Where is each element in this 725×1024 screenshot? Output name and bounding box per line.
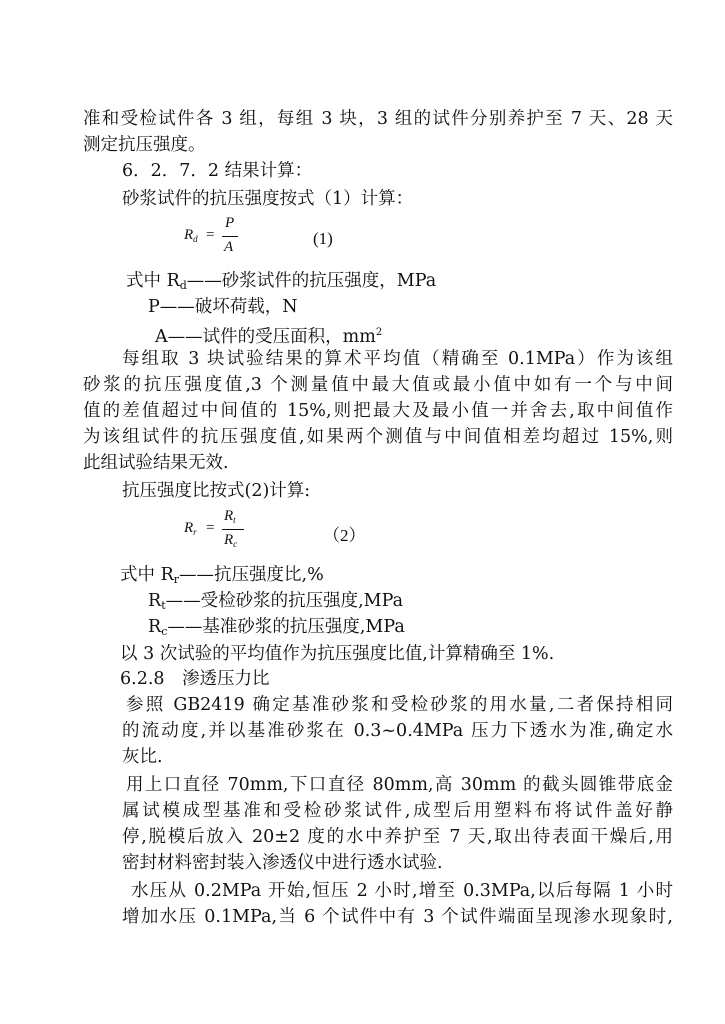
formula-1-lhs: R bbox=[184, 227, 194, 243]
paragraph-line: 测定抗压强度。 bbox=[83, 135, 206, 155]
formula-2-denominator-sub: c bbox=[233, 539, 238, 549]
paragraph-line: 值的差值超过中间值的 15%,则把最大及最小值一并舍去,取中间值作 bbox=[83, 401, 673, 421]
paragraph-line: 此组试验结果无效. bbox=[83, 453, 229, 473]
formula-2-eq: = bbox=[206, 520, 215, 536]
formula-1-label: (1) bbox=[313, 229, 333, 248]
paragraph-line: 砂浆试件的抗压强度按式（1）计算： bbox=[122, 189, 414, 209]
formula-2-fraction-bar bbox=[222, 529, 244, 530]
formula-2-label: （2） bbox=[323, 526, 366, 545]
definition-line: $R_c——$基准砂浆的抗压强度,MPa bbox=[148, 617, 405, 638]
definition-line: 式中 $R_d——$砂浆试件的抗压强度，MPa bbox=[126, 271, 437, 292]
definition-line: 式中 $R_r——$抗压强度比,% bbox=[120, 565, 324, 586]
paragraph-line: 参照 GB2419 确定基准砂浆和受检砂浆的用水量,二者保持相同 bbox=[126, 695, 673, 715]
definition-line: $R_t——$受检砂浆的抗压强度,MPa bbox=[148, 591, 404, 612]
formula-2-lhs: R bbox=[184, 520, 194, 536]
formula-1-numerator: P bbox=[225, 215, 235, 231]
paragraph-line: 准和受检试件各 3 组，每组 3 块，3 组的试件分别养护至 7 天、28 天 bbox=[83, 109, 673, 129]
paragraph-line: 为该组试件的抗压强度值,如果两个测值与中间值相差均超过 15%,则 bbox=[83, 427, 673, 447]
paragraph-line: 每组取 3 块试验结果的算术平均值（精确至 0.1MPa）作为该组 bbox=[122, 349, 673, 369]
formula-1-fraction-bar bbox=[222, 236, 238, 237]
paragraph-line: 用上口直径 70mm,下口直径 80mm,高 30mm 的截头圆锥带底金 bbox=[126, 775, 673, 795]
paragraph-line: 抗压强度比按式(2)计算: bbox=[122, 481, 311, 501]
paragraph-line: 以 3 次试验的平均值作为抗压强度比值,计算精确至 1%. bbox=[120, 644, 555, 664]
formula-2-numerator-sub: t bbox=[233, 515, 236, 525]
formula-2-lhs-sub: r bbox=[193, 527, 197, 537]
paragraph-line: 砂浆的抗压强度值,3 个测量值中最大值或最小值中如有一个与中间 bbox=[83, 375, 673, 395]
formula-2-numerator: R bbox=[224, 508, 234, 524]
formula-1-eq: = bbox=[206, 227, 215, 243]
section-heading: 6．2．7．2 结果计算： bbox=[122, 161, 313, 181]
paragraph-line: 增加水压 0.1MPa,当 6 个试件中有 3 个试件端面呈现渗水现象时, bbox=[122, 907, 673, 927]
formula-2-denominator: R bbox=[224, 532, 234, 548]
paragraph-line: 属试模成型基准和受检砂浆试件,成型后用塑料布将试件盖好静 bbox=[122, 801, 673, 821]
paragraph-line: 停,脱模后放入 20±2 度的水中养护至 7 天,取出待表面干燥后,用 bbox=[122, 827, 673, 847]
paragraph-line: 的流动度,并以基准砂浆在 0.3~0.4MPa 压力下透水为准,确定水 bbox=[122, 721, 673, 741]
formula-1-denominator: A bbox=[224, 239, 234, 255]
section-heading: 6.2.8 渗透压力比 bbox=[120, 669, 270, 689]
paragraph-line: 水压从 0.2MPa 开始,恒压 2 小时,增至 0.3MPa,以后每隔 1 小时 bbox=[131, 881, 673, 901]
paragraph-line: 密封材料密封装入渗透仪中进行透水试验. bbox=[122, 853, 443, 873]
formula-1-lhs-sub: d bbox=[193, 234, 198, 244]
paragraph-line: 灰比. bbox=[122, 747, 163, 767]
definition-line: P——破坏荷载，N bbox=[148, 297, 298, 317]
definition-line: A——试件的受压面积，$mm^2$ bbox=[155, 327, 383, 347]
